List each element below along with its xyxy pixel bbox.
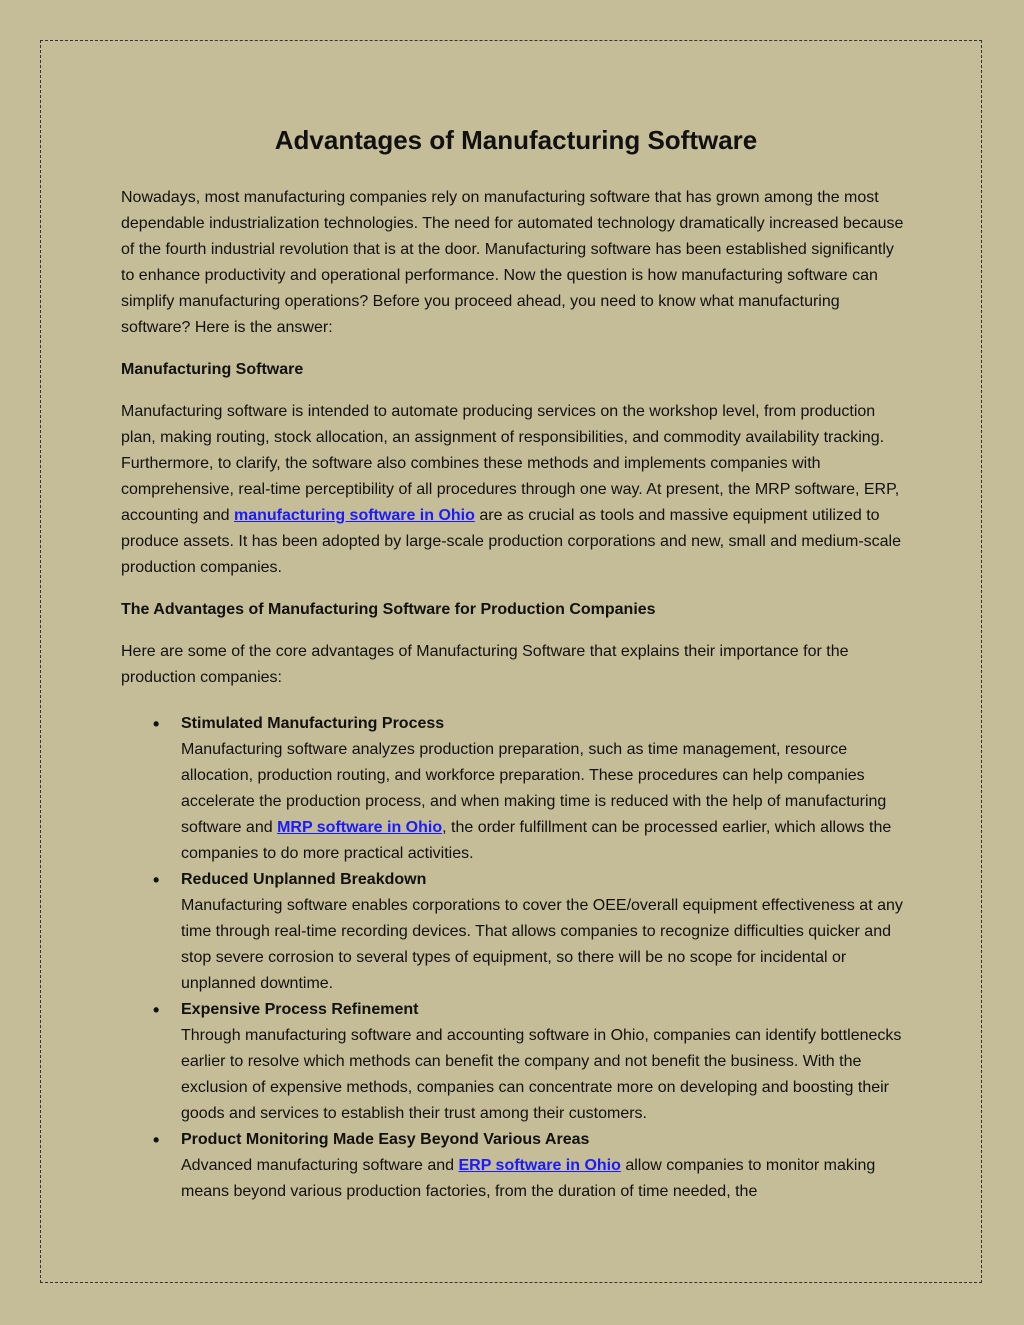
link-manufacturing-software-ohio[interactable]: manufacturing software in Ohio bbox=[233, 507, 475, 524]
list-item bbox=[121, 997, 911, 1127]
document-content bbox=[121, 123, 911, 1205]
section-paragraph-manufacturing-software bbox=[121, 399, 911, 581]
paragraph-text: Manufacturing software is intended to automate producing services on the workshop level, from production plan, making routing, stock allocation, an assignment of responsibilities, and commodity availability tracking. Furthermore, to clarify, the software also combines these methods and implements companies with comprehensive, real-time perceptibility of all procedures through one way. At present, the MRP software, ERP, accounting and bbox=[121, 403, 900, 524]
list-item-text: Manufacturing software enables corporations to cover the OEE/overall equipment effectiveness at any time through real-time recording devices. That allows companies to recognize difficulties quicker and stop severe corrosion to several types of equipment, so there will be no scope for incidental or unplanned downtime. bbox=[181, 897, 903, 992]
link-mrp-software-ohio[interactable]: MRP software in Ohio bbox=[277, 819, 443, 836]
section-heading-advantages: The Advantages of Manufacturing Software for Production Companies bbox=[121, 601, 656, 618]
list-item bbox=[121, 1127, 911, 1205]
list-item bbox=[121, 867, 911, 997]
list-item-text: , the order fulfillment can be processed earlier, which allows the companies to do more practical activities. bbox=[181, 819, 892, 862]
list-item-text: allow companies to monitor making means beyond various production factories, from the duration of time needed, the bbox=[181, 1157, 876, 1200]
list-item-text: Through manufacturing software and accounting software in Ohio, companies can identify bottlenecks earlier to resolve which methods can benefit the company and not benefit the business. With the exclusion of expensive methods, companies can concentrate more on developing and boosting their goods and services to establish their trust among their customers. bbox=[181, 1027, 902, 1122]
list-item-text: Advanced manufacturing software and bbox=[181, 1157, 459, 1174]
document-page bbox=[40, 40, 982, 1283]
list-item-title: • Product Monitoring Made Easy Beyond Various Areas bbox=[181, 1131, 590, 1148]
advantages-list bbox=[121, 711, 911, 1205]
list-item-text: Manufacturing software analyzes production preparation, such as time management, resource allocation, production routing, and workforce preparation. These procedures can help companies accelerate the production process, and when making time is reduced with the help of manufacturing software and bbox=[181, 741, 887, 836]
paragraph-text: are as crucial as tools and massive equipment utilized to produce assets. It has been adopted by large-scale production corporations and new, small and medium-scale production companies. bbox=[121, 507, 902, 576]
list-item-title: • Stimulated Manufacturing Process bbox=[181, 715, 445, 732]
list-item bbox=[121, 711, 911, 867]
list-item-title: • Expensive Process Refinement bbox=[181, 1001, 419, 1018]
link-erp-software-ohio[interactable]: ERP software in Ohio bbox=[458, 1157, 621, 1174]
section-heading-manufacturing-software: Manufacturing Software bbox=[121, 361, 304, 378]
list-item-title: • Reduced Unplanned Breakdown bbox=[181, 871, 427, 888]
page-title: Advantages of Manufacturing Software bbox=[274, 125, 758, 155]
intro-paragraph: Nowadays, most manufacturing companies rely on manufacturing software that has grown among the most dependable industrialization technologies. The need for automated technology dramatically increased because of the fourth industrial revolution that is at the door. Manufacturing software has been established significantly to enhance productivity and operational performance. Now the question is how manufacturing software can simplify manufacturing operations? Before you proceed ahead, you need to know what manufacturing software? Here is the answer: bbox=[121, 189, 904, 336]
advantages-intro-paragraph: Here are some of the core advantages of Manufacturing Software that explains their importance for the production companies: bbox=[121, 643, 849, 686]
